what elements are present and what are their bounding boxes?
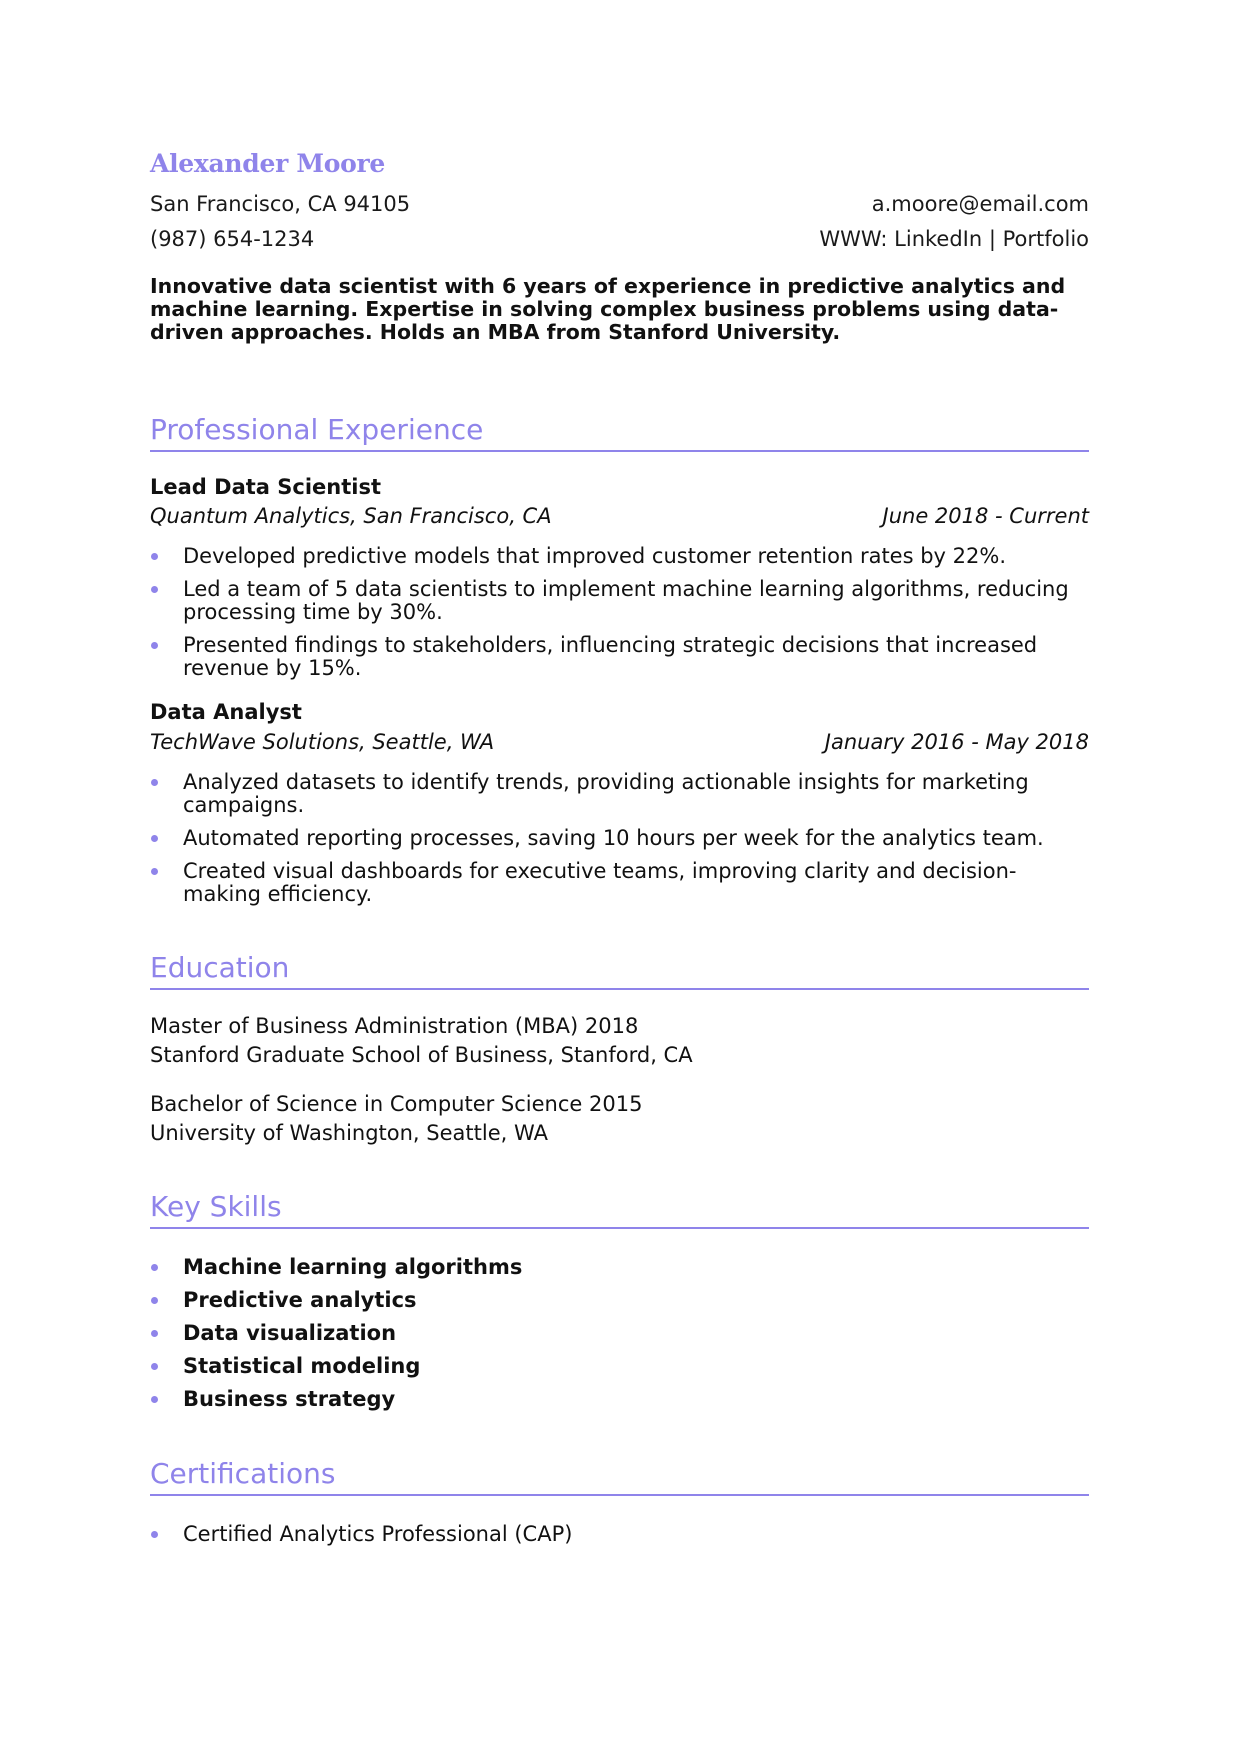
bullet-icon [151, 586, 158, 593]
bullet-text: Led a team of 5 data scientists to implement machine learning algorithms, reducing processing time by 30%. [183, 577, 1069, 624]
skill-text: Predictive analytics [183, 1288, 417, 1312]
education-entry [150, 1012, 693, 1070]
job-title: Lead Data Scientist [150, 475, 381, 499]
certifications-list [150, 1523, 1089, 1556]
job-dates: June 2018 - Current [882, 504, 1089, 528]
list-item [150, 634, 1089, 680]
list-item [150, 545, 1089, 568]
bullet-icon [151, 1363, 158, 1370]
list-item [150, 827, 1089, 850]
job-bullets [150, 545, 1089, 690]
degree: Bachelor of Science in Computer Science 2015 [150, 1092, 643, 1116]
bullet-icon [151, 868, 158, 875]
list-item [150, 771, 1089, 817]
list-item [150, 1388, 1089, 1411]
list-item [150, 860, 1089, 906]
list-item [150, 1289, 1089, 1312]
professional-summary: Innovative data scientist with 6 years of experience in predictive analytics and machine learning. Expertise in solving complex business problems using data-driven approaches. Holds an MBA from Stanford University. [150, 274, 1066, 344]
list-item [150, 1523, 1089, 1546]
skill-text: Statistical modeling [183, 1354, 421, 1378]
job-title: Data Analyst [150, 700, 302, 724]
section-title-certifications: Certifications [150, 1456, 1089, 1496]
bullet-icon [151, 1297, 158, 1304]
address: San Francisco, CA 94105 [150, 192, 411, 216]
web-links[interactable]: WWW: LinkedIn | Portfolio [819, 227, 1089, 251]
job-meta [150, 502, 1089, 530]
bullet-icon [151, 1396, 158, 1403]
section-title-education: Education [150, 950, 1089, 990]
bullet-text: Analyzed datasets to identify trends, providing actionable insights for marketing campaigns. [183, 770, 1029, 817]
candidate-name: Alexander Moore [150, 149, 385, 178]
bullet-text: Automated reporting processes, saving 10 hours per week for the analytics team. [183, 826, 1044, 850]
contact-row-2 [150, 225, 1089, 253]
list-item [150, 1256, 1089, 1279]
bullet-text: Developed predictive models that improved customer retention rates by 22%. [183, 544, 1006, 568]
skill-text: Business strategy [183, 1387, 396, 1411]
bullet-icon [151, 1264, 158, 1271]
bullet-icon [151, 1531, 158, 1538]
bullet-icon [151, 1330, 158, 1337]
job-company: TechWave Solutions, Seattle, WA [150, 730, 495, 754]
bullet-text: Presented findings to stakeholders, influencing strategic decisions that increased revenue by 15%. [183, 633, 1038, 680]
job-dates: January 2016 - May 2018 [824, 730, 1089, 754]
education-entry [150, 1090, 642, 1148]
bullet-icon [151, 642, 158, 649]
bullet-text: Created visual dashboards for executive teams, improving clarity and decision-making efficiency. [183, 859, 1017, 906]
email[interactable]: a.moore@email.com [871, 192, 1089, 216]
job-meta [150, 728, 1089, 756]
bullet-icon [151, 553, 158, 560]
list-item [150, 578, 1089, 624]
section-title-skills: Key Skills [150, 1189, 1089, 1229]
skill-text: Data visualization [183, 1321, 397, 1345]
contact-row-1 [150, 190, 1089, 218]
section-title-experience: Professional Experience [150, 412, 1089, 452]
skills-list [150, 1256, 1089, 1421]
school: Stanford Graduate School of Business, Stanford, CA [150, 1043, 693, 1067]
phone: (987) 654-1234 [150, 227, 315, 251]
school: University of Washington, Seattle, WA [150, 1121, 548, 1145]
job-company: Quantum Analytics, San Francisco, CA [150, 504, 552, 528]
bullet-icon [151, 779, 158, 786]
bullet-icon [151, 835, 158, 842]
certification-text: Certified Analytics Professional (CAP) [183, 1522, 573, 1546]
degree: Master of Business Administration (MBA) 2018 [150, 1014, 639, 1038]
skill-text: Machine learning algorithms [183, 1255, 523, 1279]
job-bullets [150, 771, 1089, 916]
list-item [150, 1355, 1089, 1378]
list-item [150, 1322, 1089, 1345]
